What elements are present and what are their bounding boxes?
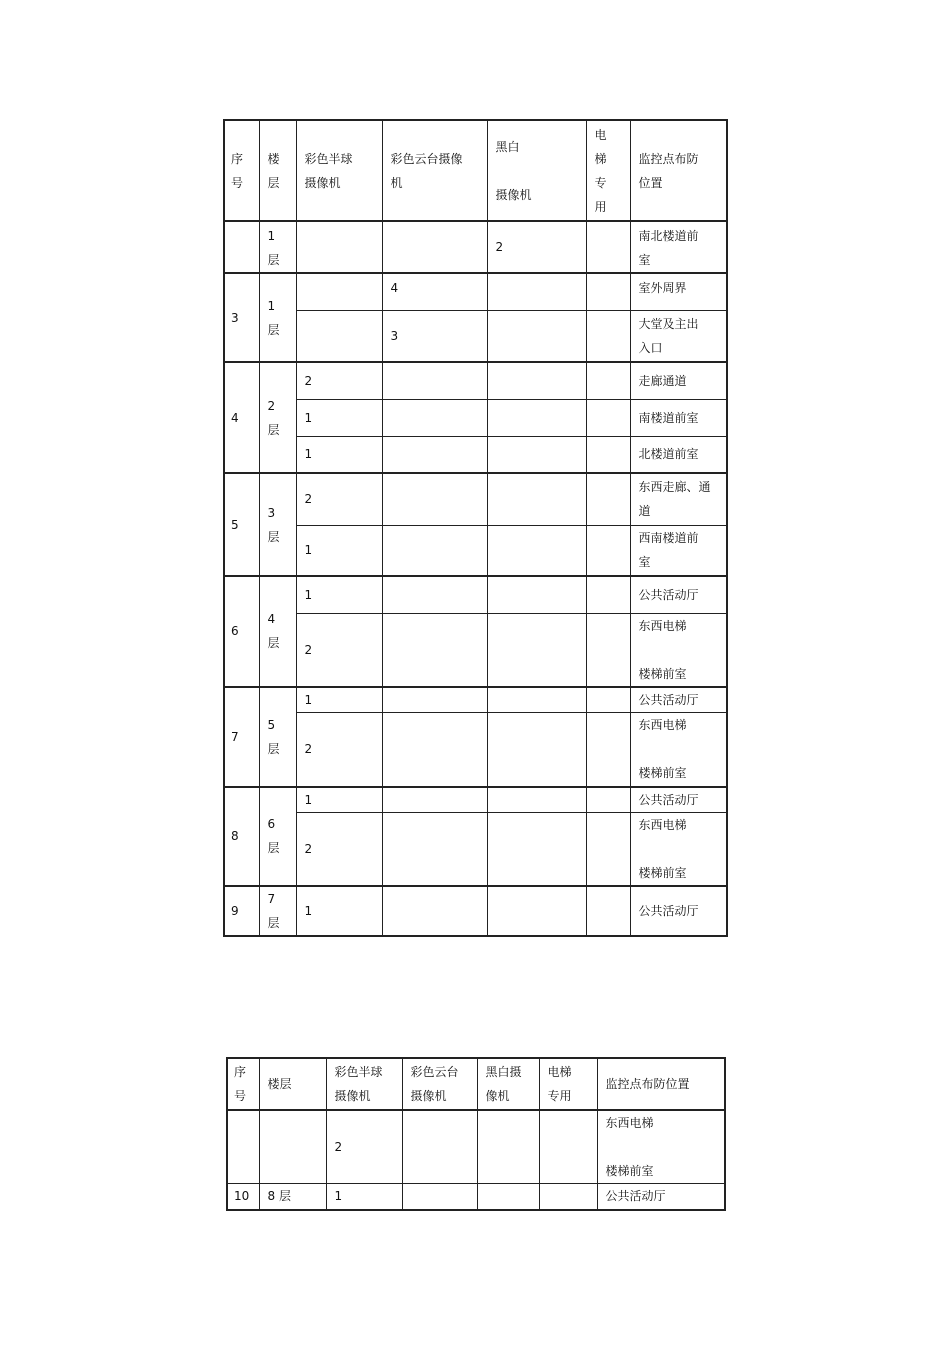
location-cell: 公共活动厅 — [630, 576, 727, 613]
seq-cell — [224, 221, 259, 273]
location-cell: 东西电梯 楼梯前室 — [630, 713, 727, 787]
table-row — [224, 813, 727, 887]
location-cell: 公共活动厅 — [597, 1184, 725, 1210]
ptz-cell — [382, 399, 487, 436]
table-row — [224, 221, 727, 273]
elevator-cell — [586, 886, 630, 936]
dome-cell: 1 — [296, 576, 382, 613]
bw-cell — [477, 1110, 539, 1184]
location-cell: 北楼道前室 — [630, 436, 727, 473]
location-cell: 大堂及主出 入口 — [630, 310, 727, 362]
camera-table-1 — [223, 119, 728, 937]
floor-cell: 3 层 — [259, 473, 296, 576]
elevator-cell — [586, 813, 630, 887]
table-row — [224, 310, 727, 362]
table-row — [224, 787, 727, 813]
dome-cell — [296, 273, 382, 310]
ptz-cell — [382, 787, 487, 813]
table-row — [224, 886, 727, 936]
ptz-cell — [382, 525, 487, 576]
header-elevator: 电梯 专用 — [539, 1058, 597, 1110]
dome-cell: 1 — [326, 1184, 402, 1210]
floor-cell: 4 层 — [259, 576, 296, 687]
table-row — [224, 362, 727, 399]
bw-cell — [487, 473, 586, 525]
location-cell: 东西走廊、通 道 — [630, 473, 727, 525]
table-row — [227, 1110, 725, 1184]
bw-cell — [487, 436, 586, 473]
header-row — [227, 1058, 725, 1110]
dome-cell: 2 — [296, 813, 382, 887]
seq-cell: 7 — [224, 687, 259, 787]
header-floor: 楼 层 — [259, 120, 296, 221]
location-cell: 室外周界 — [630, 273, 727, 310]
dome-cell: 1 — [296, 399, 382, 436]
dome-cell: 1 — [296, 687, 382, 713]
header-seq: 序 号 — [224, 120, 259, 221]
location-cell: 公共活动厅 — [630, 886, 727, 936]
floor-cell: 1 层 — [259, 221, 296, 273]
dome-cell: 2 — [296, 362, 382, 399]
seq-cell: 9 — [224, 886, 259, 936]
floor-cell: 8 层 — [259, 1184, 326, 1210]
dome-cell: 1 — [296, 886, 382, 936]
ptz-cell — [382, 687, 487, 713]
elevator-cell — [586, 362, 630, 399]
ptz-cell — [382, 221, 487, 273]
elevator-cell — [586, 576, 630, 613]
dome-cell: 2 — [296, 613, 382, 687]
floor-cell: 6 层 — [259, 787, 296, 887]
bw-cell — [477, 1184, 539, 1210]
ptz-cell — [402, 1184, 477, 1210]
table-row — [227, 1184, 725, 1210]
bw-cell — [487, 362, 586, 399]
seq-cell: 10 — [227, 1184, 259, 1210]
header-ptz-camera: 彩色云台 摄像机 — [402, 1058, 477, 1110]
header-dome-camera: 彩色半球 摄像机 — [296, 120, 382, 221]
seq-cell: 3 — [224, 273, 259, 362]
elevator-cell — [586, 399, 630, 436]
table-row — [224, 613, 727, 687]
elevator-cell — [539, 1184, 597, 1210]
ptz-cell: 4 — [382, 273, 487, 310]
dome-cell: 1 — [296, 525, 382, 576]
ptz-cell — [382, 713, 487, 787]
seq-cell — [227, 1110, 259, 1184]
elevator-cell — [586, 310, 630, 362]
ptz-cell — [382, 362, 487, 399]
header-floor: 楼层 — [259, 1058, 326, 1110]
dome-cell: 2 — [296, 473, 382, 525]
location-cell: 公共活动厅 — [630, 687, 727, 713]
table-row — [224, 473, 727, 525]
bw-cell — [487, 787, 586, 813]
dome-cell: 2 — [296, 713, 382, 787]
floor-cell: 2 层 — [259, 362, 296, 473]
floor-cell: 5 层 — [259, 687, 296, 787]
bw-cell — [487, 713, 586, 787]
dome-cell — [296, 221, 382, 273]
floor-cell — [259, 1110, 326, 1184]
location-cell: 走廊通道 — [630, 362, 727, 399]
table-row — [224, 687, 727, 713]
header-location: 监控点布防位置 — [597, 1058, 725, 1110]
header-row — [224, 120, 727, 221]
ptz-cell — [382, 436, 487, 473]
elevator-cell — [586, 787, 630, 813]
elevator-cell — [586, 525, 630, 576]
floor-cell: 7 层 — [259, 886, 296, 936]
bw-cell — [487, 813, 586, 887]
location-cell: 西南楼道前 室 — [630, 525, 727, 576]
table-row — [224, 399, 727, 436]
elevator-cell — [586, 221, 630, 273]
bw-cell — [487, 613, 586, 687]
table-row — [224, 273, 727, 310]
seq-cell: 6 — [224, 576, 259, 687]
camera-table-2 — [226, 1057, 726, 1211]
table-row — [224, 525, 727, 576]
location-cell: 公共活动厅 — [630, 787, 727, 813]
elevator-cell — [586, 436, 630, 473]
header-bw-camera: 黑白 摄像机 — [487, 120, 586, 221]
location-cell: 南北楼道前 室 — [630, 221, 727, 273]
location-cell: 东西电梯 楼梯前室 — [630, 613, 727, 687]
elevator-cell — [539, 1110, 597, 1184]
header-location: 监控点布防 位置 — [630, 120, 727, 221]
bw-cell — [487, 886, 586, 936]
seq-cell: 8 — [224, 787, 259, 887]
header-dome-camera: 彩色半球 摄像机 — [326, 1058, 402, 1110]
table-row — [224, 436, 727, 473]
location-cell: 南楼道前室 — [630, 399, 727, 436]
seq-cell: 5 — [224, 473, 259, 576]
dome-cell: 2 — [326, 1110, 402, 1184]
ptz-cell — [382, 576, 487, 613]
header-elevator: 电 梯 专 用 — [586, 120, 630, 221]
ptz-cell — [382, 613, 487, 687]
seq-cell: 4 — [224, 362, 259, 473]
elevator-cell — [586, 713, 630, 787]
location-cell: 东西电梯 楼梯前室 — [630, 813, 727, 887]
dome-cell: 1 — [296, 436, 382, 473]
elevator-cell — [586, 273, 630, 310]
ptz-cell: 3 — [382, 310, 487, 362]
bw-cell — [487, 576, 586, 613]
dome-cell — [296, 310, 382, 362]
table-row — [224, 576, 727, 613]
ptz-cell — [402, 1110, 477, 1184]
ptz-cell — [382, 813, 487, 887]
floor-cell: 1 层 — [259, 273, 296, 362]
ptz-cell — [382, 886, 487, 936]
table-row — [224, 713, 727, 787]
ptz-cell — [382, 473, 487, 525]
bw-cell — [487, 310, 586, 362]
dome-cell: 1 — [296, 787, 382, 813]
header-ptz-camera: 彩色云台摄像 机 — [382, 120, 487, 221]
bw-cell — [487, 687, 586, 713]
location-cell: 东西电梯 楼梯前室 — [597, 1110, 725, 1184]
elevator-cell — [586, 613, 630, 687]
elevator-cell — [586, 473, 630, 525]
bw-cell — [487, 399, 586, 436]
elevator-cell — [586, 687, 630, 713]
bw-cell — [487, 273, 586, 310]
bw-cell — [487, 525, 586, 576]
header-bw-camera: 黑白摄 像机 — [477, 1058, 539, 1110]
bw-cell: 2 — [487, 221, 586, 273]
header-seq: 序 号 — [227, 1058, 259, 1110]
